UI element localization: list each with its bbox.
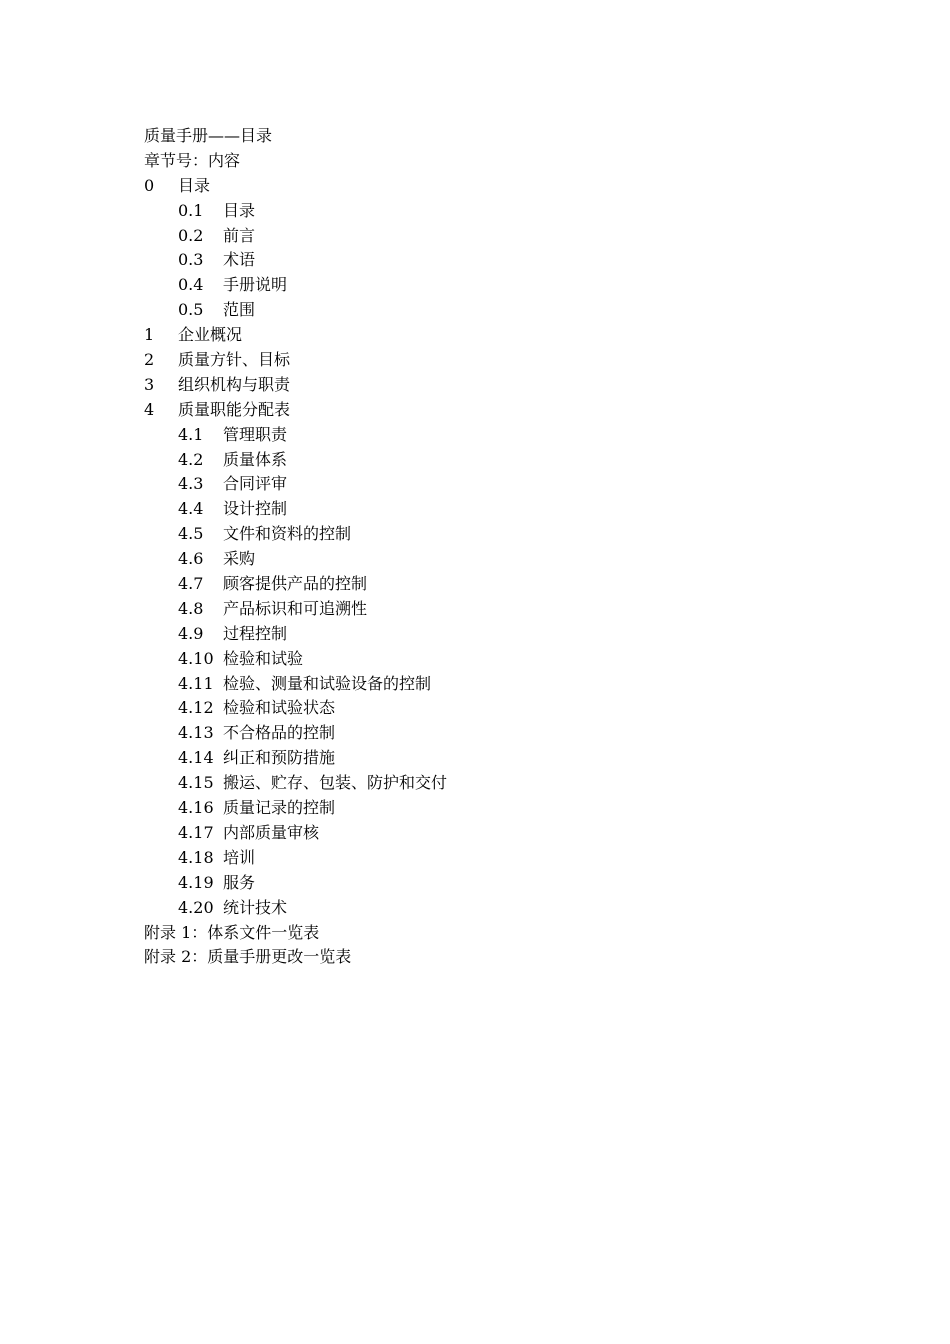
toc-entry-number: 1 bbox=[144, 325, 155, 345]
toc-entry-title: 质量职能分配表 bbox=[178, 399, 291, 419]
toc-section-entry bbox=[144, 448, 804, 473]
toc-entry-title: 产品标识和可追溯性 bbox=[223, 598, 368, 618]
toc-section-entry bbox=[144, 547, 804, 572]
toc-entry-title: 检验、测量和试验设备的控制 bbox=[223, 673, 432, 693]
toc-entry-title: 检验和试验 bbox=[223, 648, 304, 668]
toc-entry-number: 4.13 bbox=[178, 723, 214, 743]
toc-section-entry bbox=[144, 672, 804, 697]
toc-entry-number: 4.15 bbox=[178, 773, 214, 793]
toc-entry-title: 范围 bbox=[223, 300, 256, 320]
toc-entry-number: 3 bbox=[144, 374, 155, 394]
toc-entry-number: 4.6 bbox=[178, 549, 204, 569]
toc-section-entry bbox=[144, 871, 804, 896]
toc-chapter-entry bbox=[144, 348, 804, 373]
toc-section-entry bbox=[144, 846, 804, 871]
toc-section-entry bbox=[144, 273, 804, 298]
toc-entry-number: 4.20 bbox=[178, 897, 214, 917]
toc-entry-number: 4.1 bbox=[178, 424, 204, 444]
document-page bbox=[144, 124, 804, 970]
toc-entry-number: 0.1 bbox=[178, 200, 204, 220]
toc-entry-number: 4.17 bbox=[178, 822, 214, 842]
toc-section-entry bbox=[144, 199, 804, 224]
table-of-contents bbox=[144, 174, 804, 921]
toc-header: 章节号：内容 bbox=[144, 150, 241, 170]
toc-entry-title: 目录 bbox=[223, 200, 256, 220]
toc-entry-title: 培训 bbox=[223, 847, 256, 867]
toc-entry-number: 2 bbox=[144, 350, 155, 370]
toc-section-entry bbox=[144, 248, 804, 273]
toc-entry-title: 顾客提供产品的控制 bbox=[223, 574, 368, 594]
toc-section-entry bbox=[144, 497, 804, 522]
toc-section-entry bbox=[144, 721, 804, 746]
toc-chapter-entry bbox=[144, 323, 804, 348]
appendix-list bbox=[144, 921, 804, 971]
toc-entry-number: 4.3 bbox=[178, 474, 204, 494]
toc-section-entry bbox=[144, 896, 804, 921]
toc-section-entry bbox=[144, 771, 804, 796]
toc-entry-number: 4.19 bbox=[178, 872, 214, 892]
toc-entry-title: 检验和试验状态 bbox=[223, 698, 336, 718]
toc-entry-number: 0 bbox=[144, 175, 155, 195]
toc-chapter-entry bbox=[144, 174, 804, 199]
toc-section-entry bbox=[144, 647, 804, 672]
toc-entry-title: 管理职责 bbox=[223, 424, 288, 444]
toc-entry-title: 不合格品的控制 bbox=[223, 723, 336, 743]
toc-entry-number: 4.11 bbox=[178, 673, 214, 693]
toc-entry-number: 0.3 bbox=[178, 250, 204, 270]
toc-entry-number: 4.16 bbox=[178, 798, 214, 818]
toc-entry-title: 服务 bbox=[223, 872, 256, 892]
toc-entry-title: 企业概况 bbox=[178, 325, 243, 345]
toc-entry-title: 设计控制 bbox=[223, 499, 288, 519]
toc-entry-number: 0.5 bbox=[178, 300, 204, 320]
toc-entry-title: 采购 bbox=[223, 549, 256, 569]
toc-entry-title: 目录 bbox=[178, 175, 211, 195]
toc-section-entry bbox=[144, 224, 804, 249]
toc-entry-number: 4.18 bbox=[178, 847, 214, 867]
toc-entry-number: 4.5 bbox=[178, 524, 204, 544]
toc-section-entry bbox=[144, 522, 804, 547]
toc-section-entry bbox=[144, 746, 804, 771]
toc-entry-title: 内部质量审核 bbox=[223, 822, 320, 842]
toc-entry-title: 合同评审 bbox=[223, 474, 288, 494]
toc-entry-title: 前言 bbox=[223, 225, 256, 245]
toc-entry-title: 手册说明 bbox=[223, 275, 288, 295]
toc-entry-number: 4.2 bbox=[178, 449, 204, 469]
toc-entry-title: 质量记录的控制 bbox=[223, 798, 336, 818]
toc-entry-title: 文件和资料的控制 bbox=[223, 524, 352, 544]
toc-section-entry bbox=[144, 597, 804, 622]
toc-entry-number: 4.4 bbox=[178, 499, 204, 519]
toc-entry-number: 0.4 bbox=[178, 275, 204, 295]
toc-entry-number: 4.8 bbox=[178, 598, 204, 618]
toc-section-entry bbox=[144, 796, 804, 821]
toc-entry-number: 0.2 bbox=[178, 225, 204, 245]
document-title: 质量手册——目录 bbox=[144, 126, 273, 145]
toc-entry-title: 搬运、贮存、包装、防护和交付 bbox=[223, 773, 448, 793]
toc-section-entry bbox=[144, 622, 804, 647]
toc-entry-number: 4.12 bbox=[178, 698, 214, 718]
toc-entry-title: 术语 bbox=[223, 250, 256, 270]
toc-entry-title: 质量方针、目标 bbox=[178, 350, 291, 370]
toc-chapter-entry bbox=[144, 373, 804, 398]
toc-entry-number: 4 bbox=[144, 399, 155, 419]
toc-section-entry bbox=[144, 423, 804, 448]
toc-section-entry bbox=[144, 298, 804, 323]
toc-entry-title: 组织机构与职责 bbox=[178, 374, 291, 394]
toc-entry-title: 质量体系 bbox=[223, 449, 288, 469]
toc-entry-number: 4.9 bbox=[178, 623, 204, 643]
appendix-entry: 附录 2：质量手册更改一览表 bbox=[144, 947, 352, 967]
toc-section-entry bbox=[144, 696, 804, 721]
toc-section-entry bbox=[144, 572, 804, 597]
toc-section-entry bbox=[144, 821, 804, 846]
toc-chapter-entry bbox=[144, 398, 804, 423]
toc-entry-number: 4.14 bbox=[178, 748, 214, 768]
toc-entry-title: 过程控制 bbox=[223, 623, 288, 643]
toc-section-entry bbox=[144, 472, 804, 497]
toc-entry-number: 4.7 bbox=[178, 574, 204, 594]
toc-entry-number: 4.10 bbox=[178, 648, 214, 668]
appendix-entry: 附录 1：体系文件一览表 bbox=[144, 922, 320, 942]
toc-entry-title: 统计技术 bbox=[223, 897, 288, 917]
toc-entry-title: 纠正和预防措施 bbox=[223, 748, 336, 768]
